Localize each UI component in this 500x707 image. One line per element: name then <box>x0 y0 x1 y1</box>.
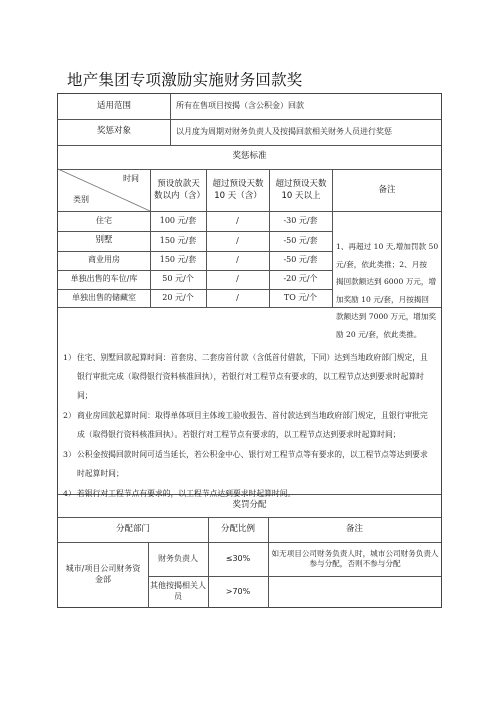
col-header-ratio: 分配比例 <box>220 523 255 534</box>
note-item <box>63 348 435 405</box>
distribution-remark <box>271 576 439 608</box>
note-text: 公积金按揭回款时间可适当延长，若公积金中心、银行对工程节点等有要求的，以工程节点等达到要求时起算时间； <box>77 450 428 478</box>
remark-line: 元/套，依此类推；2、月按 <box>336 259 427 269</box>
distribution-role: 其他按揭相关人员 <box>150 581 206 601</box>
standard-over10-plus-value: TO 元/个 <box>283 292 318 302</box>
standard-over10-plus-value: -20 元/个 <box>283 274 318 284</box>
standard-over10-plus-value: -30 元/套 <box>283 215 318 225</box>
target-value: 以月度为周期对财务负责人及按揭回款相关财务人员进行奖惩 <box>176 126 392 136</box>
standard-section-title: 奖惩标准 <box>232 151 267 162</box>
standard-over10-plus-value: -50 元/套 <box>283 255 318 265</box>
standard-over10-value: / <box>236 215 239 225</box>
standard-over10-value: / <box>236 292 239 302</box>
note-text: 商业房回款起算时间：取得单体项目主体竣工验收报告、首付款达到当地政府部门规定，且银行审批完成（取得银行资料核准回执）。若银行对工程节点有要求的，以工程节点达到要求时起算时间； <box>77 411 428 439</box>
standard-category: 住宅 <box>96 215 112 225</box>
corner-category-label: 类别 <box>73 194 89 204</box>
standard-category: 单独出售的储藏室 <box>72 292 136 302</box>
standard-over10-plus-value: -50 元/套 <box>283 235 318 245</box>
col-header-preset: 预设放款天数以内（含） <box>154 179 206 201</box>
distribution-ratio: >70% <box>225 586 251 596</box>
scope-label: 适用范围 <box>96 100 131 111</box>
reward-table <box>57 93 442 608</box>
standard-category: 单独出售的车位/库 <box>70 274 138 284</box>
note-item <box>63 445 435 483</box>
note-number: 1） <box>63 353 76 362</box>
distribution-ratio: ≤30% <box>225 553 251 563</box>
remark-line: 1、再超过 10 天,增加罚款 50 <box>336 242 439 251</box>
standard-over10-value: / <box>236 255 239 265</box>
remark-line: 款额达到 7000 万元，增加奖 <box>336 312 437 321</box>
standard-category: 别墅 <box>95 235 113 246</box>
distribution-remark: 如无项目公司财务负责人时，城市公司财务负责人参与分配，否则不参与分配 <box>271 548 439 568</box>
notes-list <box>63 348 435 503</box>
remark-line: 揭回款额达到 6000 万元，增 <box>336 277 437 286</box>
document-title: 地产集团专项激励实施财务回款奖 <box>67 71 303 89</box>
note-text: 住宅、别墅回款起算时间：首套房、二套房首付款（含低首付借款，下同）达到当地政府部门规定，且银行审批完成（取得银行资料核准回执），若银行对工程节点有要求的，以工程节点达到要求时起算时间； <box>77 353 428 400</box>
distribution-dept: 城市/项目公司财务资金部 <box>65 564 141 584</box>
col-header-remark: 备注 <box>378 184 396 195</box>
standard-preset-value: 20 元/个 <box>162 292 194 302</box>
note-text: 若银行对工程节点有要求的，以工程节点达到要求时起算时间。 <box>77 489 296 498</box>
note-number: 2） <box>63 411 76 420</box>
distribution-section-title: 奖罚分配 <box>232 499 267 510</box>
note-item <box>63 406 435 444</box>
col-header-over10: 超过预设天数 10 天（含） <box>212 179 264 201</box>
note-number: 3） <box>63 450 76 459</box>
standard-preset-value: 150 元/套 <box>159 255 197 265</box>
standard-over10-value: / <box>236 235 239 245</box>
standard-preset-value: 100 元/套 <box>159 215 197 225</box>
col-header-over10-plus: 超过预设天数 10 天以上 <box>275 179 327 201</box>
standard-remark <box>336 238 440 343</box>
remark-line: 加奖励 10 元/套，月按揭回 <box>336 294 429 304</box>
target-label: 奖惩对象 <box>96 126 131 137</box>
col-header-dist-remark: 备注 <box>345 523 363 534</box>
col-header-dept: 分配部门 <box>115 523 150 534</box>
standard-category: 商业用房 <box>88 255 120 265</box>
remark-line: 励 20 元/套，依此类推。 <box>336 329 422 339</box>
scope-value: 所有在售项目按揭（含公积金）回款 <box>176 101 304 111</box>
note-number: 4） <box>63 489 76 498</box>
distribution-role: 财务负责人 <box>158 553 198 563</box>
standard-preset-value: 150 元/套 <box>159 235 197 245</box>
standard-over10-value: / <box>236 274 239 284</box>
corner-time-label: 时间 <box>123 173 139 183</box>
standard-preset-value: 50 元/个 <box>162 274 194 284</box>
